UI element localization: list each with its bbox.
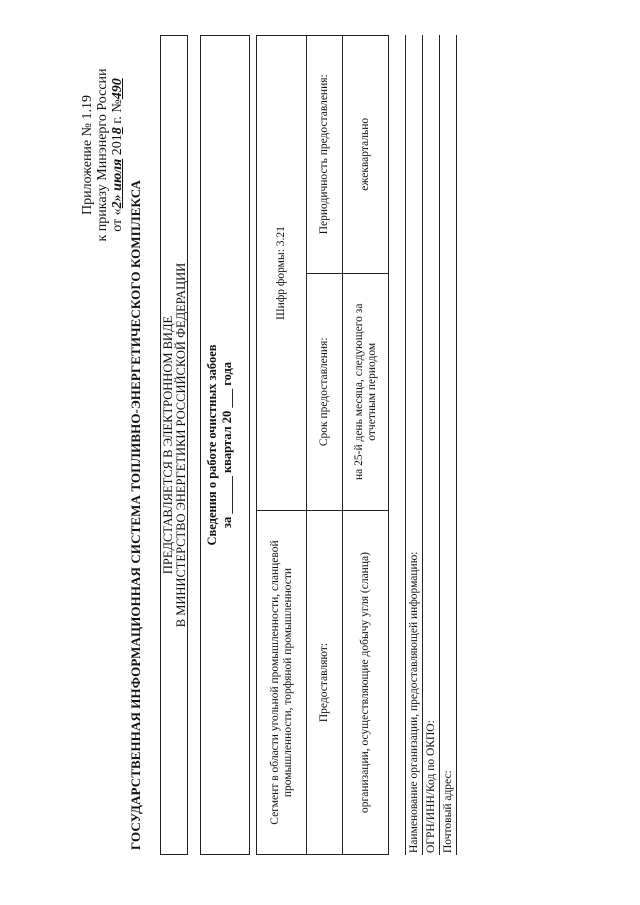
ogrn-field: ОГРН/ИНН/Код по ОКПО: (423, 35, 440, 855)
providers-header: Предоставляют: (307, 511, 343, 855)
annex-date-line (110, 35, 125, 275)
electronic-notice-box (160, 35, 188, 855)
annex-month: » июля (110, 158, 125, 202)
deadline-value: на 25-й день месяца, следующего за отчетным периодом (343, 273, 389, 511)
annex-from-label: от « (110, 208, 125, 232)
form-title-line-2: за ______ квартал 20 ___ года (220, 361, 234, 529)
segment-row (257, 36, 307, 855)
header-row (307, 36, 343, 855)
annex-year-last-digit: 8 (110, 127, 125, 135)
form-title-box (200, 35, 250, 855)
footer-fields (405, 35, 457, 855)
form-info-table (256, 35, 389, 855)
periodicity-value: ежеквартально (343, 36, 389, 274)
form-title-line-1: Сведения о работе очистных забоев (205, 344, 219, 546)
notice-line-2: В МИНИСТЕРСТВО ЭНЕРГЕТИКИ РОССИЙСКОЙ ФЕДЕРАЦИИ (174, 262, 188, 628)
annex-order-ref: к приказу Минэнерго России (95, 68, 110, 242)
values-row (343, 36, 389, 855)
segment-cell: Сегмент в области угольной промышленности, сланцевой промышленности, торфяной промышленности (257, 511, 307, 855)
periodicity-header: Периодичность предоставления: (307, 36, 343, 274)
providers-value: организации, осуществляющие добычу угля (сланца) (343, 511, 389, 855)
deadline-header: Срок предоставления: (307, 273, 343, 511)
main-title: ГОСУДАРСТВЕННАЯ ИНФОРМАЦИОННАЯ СИСТЕМА ТОПЛИВНО-ЭНЕРГЕТИЧЕСКОГО КОМПЛЕКСА (128, 179, 143, 851)
address-field: Почтовый адрес: (440, 35, 457, 855)
org-name-field: Наименование организации, предоставляющей информацию: (406, 35, 423, 855)
annex-year: 201 (110, 134, 125, 156)
annex-header (80, 35, 125, 275)
annex-order-number: 490 (110, 78, 125, 100)
notice-line-1: ПРЕДСТАВЛЯЕТСЯ В ЭЛЕКТРОННОМ ВИДЕ (161, 315, 175, 575)
annex-day: 2 (110, 201, 125, 209)
form-code-cell: Шифр формы: 3.21 (257, 36, 307, 511)
annex-number: Приложение № 1.19 (80, 95, 95, 215)
annex-number-label: г. № (110, 99, 125, 124)
